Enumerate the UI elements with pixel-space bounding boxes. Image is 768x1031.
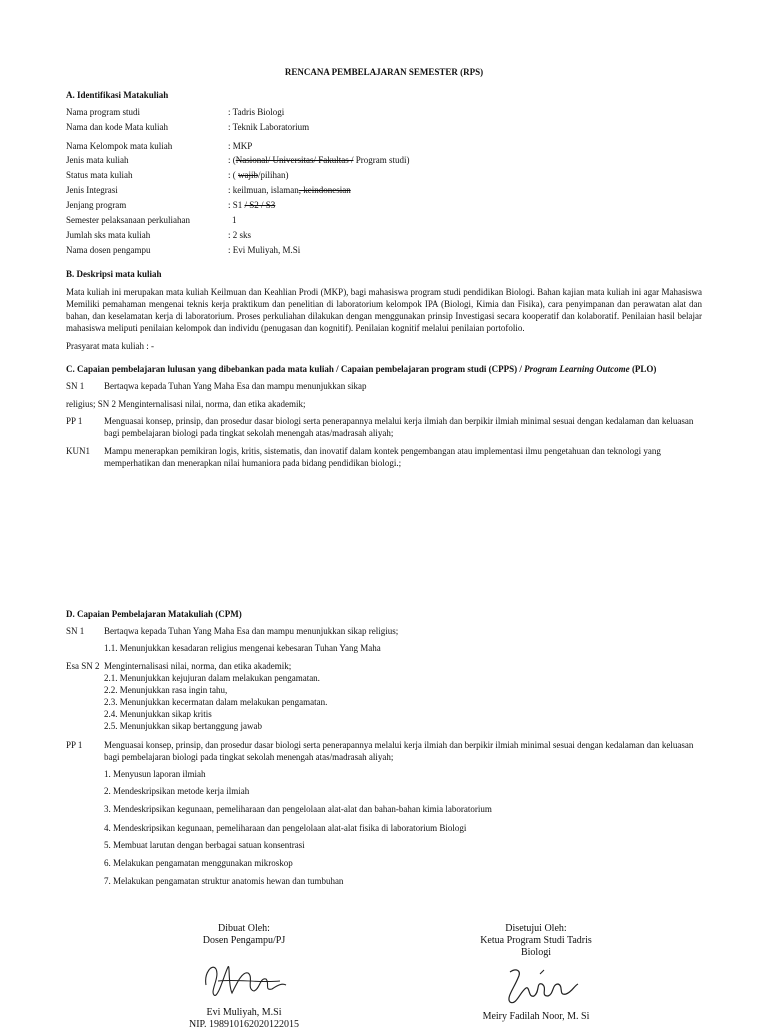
value-struck: / S2 / S3 [244, 200, 276, 210]
row-semester [66, 214, 706, 227]
item-text: Menguasai konsep, prinsip, dan prosedur dasar biologi serta penerapannya melalui kerja ilmiah dan berpikir ilmiah minimal sesuai dengan kedalaman dan keluasan bagi pembelajaran biologi pada tingkat sekolah menengah atas/madrasah aliyah; [104, 740, 694, 762]
item-text: 2.5. Menunjukkan sikap bertanggung jawab [104, 721, 262, 731]
row-label: Nama dosen pengampu [66, 245, 151, 255]
item-text: 1.1. Menunjukkan kesadaran religius mengenai kebesaran Tuhan Yang Maha [104, 643, 381, 653]
item-text: Menguasai konsep, prinsip, dan prosedur dasar biologi serta penerapannya melalui kerja ilmiah dan berpikir ilmiah minimal sesuai dengan kedalaman dan keluasan bagi pembelajaran biologi pada tingkat sekolah menengah atas/madrasah aliyah; [104, 416, 694, 438]
item-text: Bertaqwa kepada Tuhan Yang Maha Esa dan mampu menunjukkan sikap religius; [104, 626, 399, 636]
cpm-pp1-item [66, 768, 706, 781]
item-code: SN 1 [66, 381, 85, 391]
cpm-pp1-item [66, 857, 706, 870]
row-value: : 2 sks [228, 230, 252, 240]
cpm-sn2-sub [66, 720, 706, 733]
value-struck: wajib [238, 170, 258, 180]
cpm-sn1-sub [66, 642, 706, 655]
item-code: Esa SN 2 [66, 661, 100, 671]
cpm-pp1-item [66, 785, 706, 798]
signature-left-name-block [164, 1007, 324, 1031]
item-text: 2.3. Menunjukkan kecermatan dalam melakukan pengamatan. [104, 697, 328, 707]
cpps-pp1 [66, 415, 706, 441]
section-b-heading: B. Deskripsi mata kuliah [66, 269, 162, 279]
description-paragraph: Mata kuliah ini merupakan mata kuliah Keilmuan dan Keahlian Prodi (MKP), bagi mahasiswa program studi pendidikan Biologi. Bahan kajian mata kuliah ini agar Mahasiswa Memiliki pemahaman mengenai teknis kerja praktikum dan penelitian di laboratorium kelompok IPA (Biologi, Kimia dan Fisika), cara penyimpanan dan perawatan alat dan bahan, dan keselamatan kerja di laboratorium. Proses perkuliahan dilakukan dengan menggunakan prinsip Investigasi secara kooperatif dan kolaboratif. Penilaian hasil belajar mahasiswa meliputi penilaian kelompok dan individu (penugasan dan kognitif). Penilaian kognitif melalui penilaian portofolio. [66, 287, 702, 333]
section-d-heading: D. Capaian Pembelajaran Matakuliah (CPM) [66, 609, 242, 619]
sig-left-nip: NIP. 198910162020122015 [188, 1019, 299, 1030]
item-text: 4. Mendeskripsikan kegunaan, pemeliharaan dan pengelolaan alat-alat fisika di laboratorium Biologi [104, 823, 467, 833]
value-prefix: : keilmuan, islaman [228, 185, 299, 195]
sig-right-line3: Biologi [520, 947, 551, 958]
item-code: KUN1 [66, 446, 90, 456]
item-text: 2.1. Menunjukkan kejujuran dalam melakukan pengamatan. [104, 673, 320, 683]
row-label: Jenis Integrasi [66, 185, 118, 195]
cpm-pp1-item [66, 875, 706, 888]
row-dosen [66, 244, 706, 257]
item-text: 7. Melakukan pengamatan struktur anatomis hewan dan tumbuhan [104, 876, 344, 886]
cpps-sn1 [66, 380, 706, 393]
cpm-pp1-item [66, 803, 706, 816]
value-prefix: : ( [228, 170, 238, 180]
row-value: 1 [232, 215, 237, 225]
item-text: 1. Menyusun laporan ilmiah [104, 769, 206, 779]
value-struck: Nasional/ Universitas/ Fakultas / [235, 155, 354, 165]
value-suffix: /pilihan) [258, 170, 289, 180]
value-suffix: Program studi) [353, 155, 410, 165]
cpm-pp1-item [66, 822, 706, 835]
document-title: RENCANA PEMBELAJARAN SEMESTER (RPS) [284, 67, 484, 77]
row-value [228, 184, 351, 196]
item-text: 2.2. Menunjukkan rasa ingin tahu, [104, 685, 228, 695]
row-sks [66, 229, 706, 242]
item-text: 6. Melakukan pengamatan menggunakan mikroskop [104, 858, 293, 868]
row-kelompok [66, 140, 706, 153]
cpps-kun1 [66, 445, 706, 471]
row-value [228, 199, 275, 211]
row-value [228, 169, 289, 181]
row-label: Jenis mata kuliah [66, 155, 129, 165]
item-text: Mampu menerapkan pemikiran logis, kritis, sistematis, dan inovatif dalam kontek pengembangan atau implementasi ilmu pengetahuan dan teknologi yang memperhatikan dan menerapkan nilai humaniora pada bidang pendidikan biologi.; [104, 446, 661, 468]
cpm-pp1 [66, 739, 706, 765]
row-label: Nama Kelompok mata kuliah [66, 141, 173, 151]
row-value: : MKP [228, 141, 253, 151]
item-code: SN 1 [66, 626, 85, 636]
sig-right-name: Meiry Fadilah Noor, M. Si [482, 1011, 590, 1022]
value-prefix: : S1 [228, 200, 245, 210]
row-status [66, 169, 706, 182]
row-jenis [66, 154, 706, 167]
signature-right-block [456, 923, 616, 959]
heading-part: C. Capaian pembelajaran lulusan yang dibebankan pada mata kuliah / Capaian pembelajaran program studi (CPPS) / [66, 364, 525, 374]
sig-left-line2: Dosen Pengampu/PJ [202, 935, 286, 946]
signature-right-name-block [456, 1011, 616, 1023]
row-jenjang [66, 199, 706, 212]
cpm-pp1-item [66, 839, 706, 852]
sig-left-line1: Dibuat Oleh: [218, 923, 270, 934]
signature-left-image [198, 955, 290, 1005]
prasyarat: Prasyarat mata kuliah : - [66, 341, 154, 351]
row-value: : Tadris Biologi [228, 107, 285, 117]
item-text: Bertaqwa kepada Tuhan Yang Maha Esa dan mampu menunjukkan sikap [104, 381, 367, 391]
sig-left-name: Evi Muliyah, M.Si [206, 1007, 282, 1018]
heading-part: (PLO) [629, 364, 657, 374]
item-text: 2. Mendeskripsikan metode kerja ilmiah [104, 786, 250, 796]
item-text: 2.4. Menunjukkan sikap kritis [104, 709, 212, 719]
section-a-heading: A. Identifikasi Matakuliah [66, 90, 169, 100]
row-kode-mata-kuliah [66, 121, 706, 134]
item-text: Menginternalisasi nilai, norma, dan etika akademik; [104, 661, 292, 671]
row-program-studi [66, 106, 706, 119]
sig-right-line2: Ketua Program Studi Tadris [480, 935, 592, 946]
row-label: Semester pelaksanaan perkuliahan [66, 215, 190, 225]
row-integrasi [66, 184, 706, 197]
item-code: PP 1 [66, 416, 83, 426]
row-label: Nama dan kode Mata kuliah [66, 122, 168, 132]
row-value [228, 154, 409, 166]
heading-italic: Program Learning Outcome [524, 364, 630, 374]
row-label: Nama program studi [66, 107, 140, 117]
signature-right-image [500, 962, 584, 1010]
cpm-sn1 [66, 625, 706, 638]
item-text: 5. Membuat larutan dengan berbagai satuan konsentrasi [104, 840, 305, 850]
row-label: Status mata kuliah [66, 170, 133, 180]
cpps-sn2-line: religius; SN 2 Menginternalisasi nilai, norma, dan etika akademik; [66, 399, 306, 409]
sig-right-line1: Disetujui Oleh: [505, 923, 567, 934]
value-prefix: : ( [228, 155, 236, 165]
row-value: : Evi Muliyah, M.Si [228, 245, 301, 255]
signature-left-block [164, 923, 324, 947]
row-value: : Teknik Laboratorium [228, 122, 310, 132]
section-c-heading [66, 363, 706, 375]
row-label: Jenjang program [66, 200, 127, 210]
value-struck: , keindonesian [298, 185, 351, 195]
item-text: 3. Mendeskripsikan kegunaan, pemeliharaan dan pengelolaan alat-alat dan bahan-bahan kimia laboratorium [104, 804, 492, 814]
row-label: Jumlah sks mata kuliah [66, 230, 151, 240]
item-code: PP 1 [66, 740, 83, 750]
